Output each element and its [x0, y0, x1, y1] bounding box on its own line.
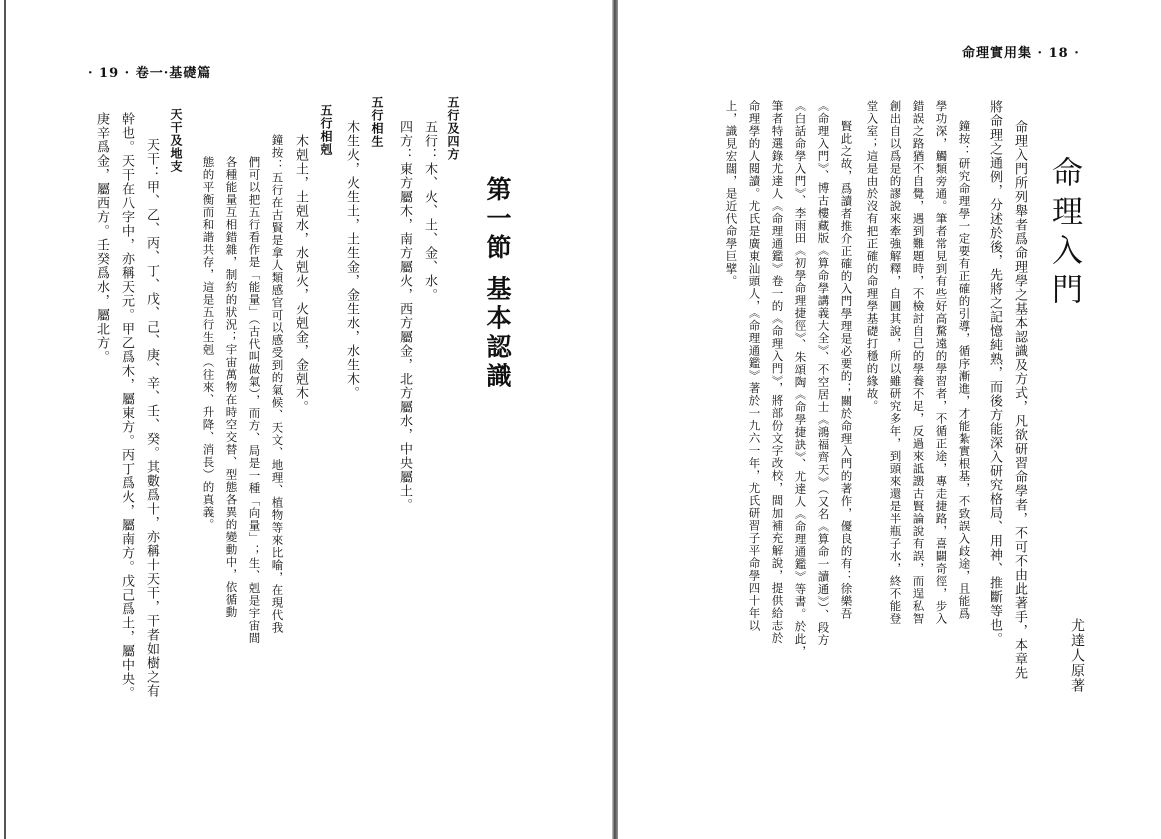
note-line: 命理學的人閱讀。尤氏是廣東汕頭人，《命理通鑑》著於一九六一年，尤氏研習子平命學四十年以 [747, 100, 762, 632]
note-line: 創出自以爲是的謬說來牽強解釋，自圓其說，所以雖研究多年，到頭來還是半瓶子水，終不能登 [888, 100, 903, 625]
text-tiangan: 庚辛爲金，屬西方。壬癸爲水，屬北方。 [94, 112, 109, 364]
page-header-right: 命理實用集 · 18 · [962, 46, 1080, 61]
text-xiangke: 木剋土，土剋水，水剋火，火剋金，金剋木。 [293, 134, 308, 414]
paragraph-line: 將命理之通例，分述於後，先將之記憶純熟，而後方能深入研究格局、用神、推斷等也。 [987, 100, 1002, 646]
note-line: 《命理入門》、博古樓藏版《算命學講義大全》、不空居士《鴻福齊天》（又名《算命一讀通》）、段方 [816, 100, 831, 647]
text-sifang: 四方：東方屬木，南方屬火，西方屬金，北方屬水，中央屬土。 [397, 120, 412, 512]
note-line: 各種能量互相錯雜，制約的狀況；宇宙萬物在時空交替、型態各異的變動中，依循動 [224, 156, 239, 619]
page-header-left: · 19 · 卷一·基礎篇 [88, 66, 212, 81]
note-line: 上，識見宏闊，是近代命學巨擘。 [724, 100, 739, 288]
heading-xiangke: 五行相剋 [319, 104, 333, 156]
note-line: 鐘按：五行在古賢是拿人類感官可以感受到的氣候、天文、地理、植物等來比喻，在現代我 [270, 134, 285, 634]
text-xiangsheng: 木生火，火生土，土生金，金生水，水生木。 [344, 120, 359, 400]
chapter-title: 命理入門 [1046, 156, 1082, 312]
heading-wuxing-sifang: 五行及四方 [446, 96, 460, 161]
text-tiangan: 幹也。天干在八字中，亦稱天元。甲乙爲木，屬東方。丙丁爲火，屬南方。戊己爲土，屬中央。 [119, 112, 134, 700]
heading-tiangan-dizhi: 天干及地支 [169, 108, 183, 173]
heading-xiangsheng: 五行相生 [370, 96, 384, 148]
note-line: 態的平衡而和諧共存，這是五行生剋（往來、升降、消長）的真義。 [201, 156, 216, 531]
note-line: 們可以把五行看作是「能量」（古代叫做氣），而方、局是一種「向量」；生、剋是宇宙間 [247, 156, 262, 645]
book-gutter [612, 0, 618, 839]
text-wuxing: 五行：木、火、土、金、水。 [422, 120, 437, 302]
text-tiangan: 天干：甲、乙、丙、丁、戊、己、庚、辛、壬、癸。其數爲十，亦稱十天干，干者如樹之有 [144, 138, 159, 698]
note-line: 《白話命學入門》、李雨田《初學命理捷徑》、朱頌陶《命學捷訣》、尤達人《命理通鑑》等書。於此， [793, 100, 808, 658]
note-line: 筆者特選錄尤達人《命理通鑑》卷一的《命理入門》，將部份文字改校，間加補充解說，提供給志於 [770, 100, 785, 645]
note-line: 錯誤之路猶不自覺，遇到難題時，不檢討自己的學養不足，反過來詆譭古賢論說有誤，而逞私智 [911, 100, 926, 625]
note-line: 鐘按：研究命理學一定要有正確的引導，循序漸進，才能紮實根基，不致誤入歧途，且能爲 [957, 120, 972, 620]
note-line: 賢此之故，爲讀者推介正確的入門學理是必要的；關於命理入門的著作，優良的有：徐樂吾 [839, 120, 854, 620]
book-edge [4, 0, 6, 839]
note-line: 學功深，觸類旁通。筆者常見到有些好高騖遠的學習者，不循正途，專走捷路，喜闢奇徑，步入 [934, 100, 949, 625]
section-title: 第一節 基本認識 [483, 176, 512, 392]
paragraph-line: 命理入門所列舉者爲命理學之基本認識及方式，凡欲研習命學者，不可不由此著手，本章先 [1012, 120, 1027, 680]
note-line: 堂入室；這是由於沒有把正確的命理學基礎打穩的緣故。 [865, 100, 880, 413]
author-credit: 尤達人原著 [1069, 618, 1085, 693]
